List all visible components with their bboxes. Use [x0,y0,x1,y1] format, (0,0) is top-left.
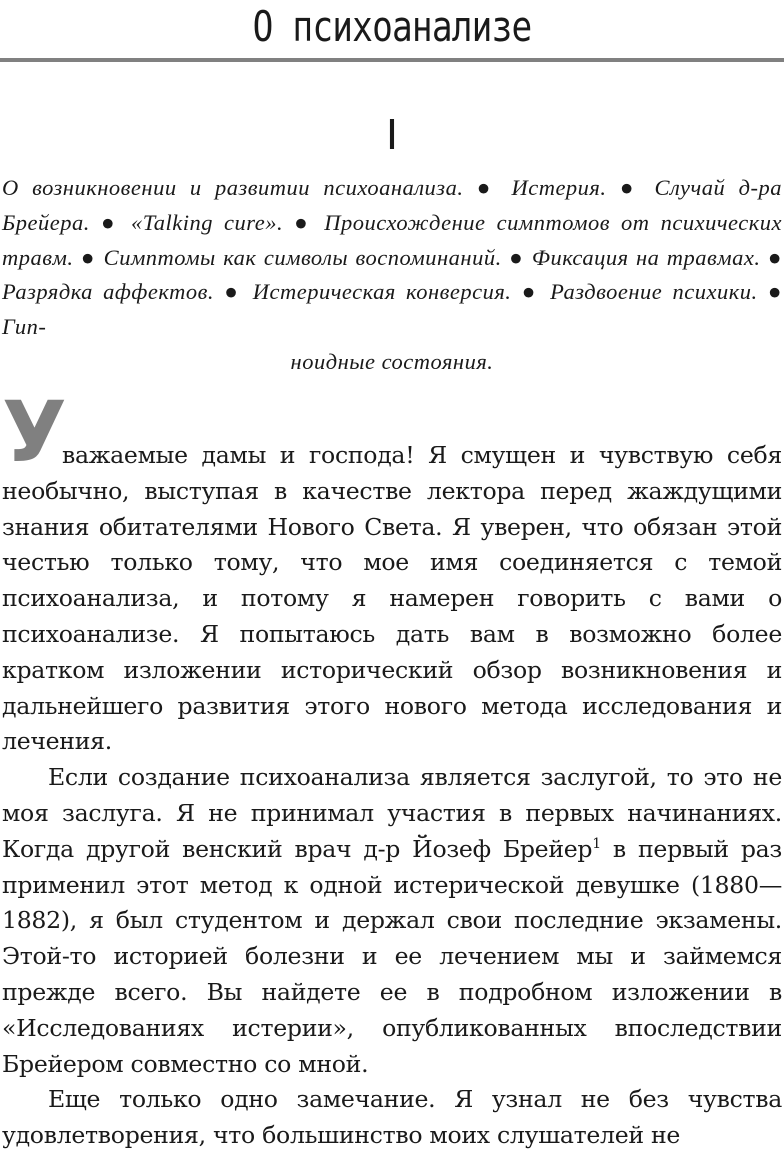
paragraph-3: Еще только одно замечание. Я узнал не без чувства удовлетворения, что большинство моих слушателей не [2,1085,782,1150]
paragraph-2 [2,760,782,1082]
paragraph-1-first-line: важаемые дамы и господа! Я смущен и чувствую себя [62,441,782,469]
abstract-text: О возникновении и развитии психоанализа. ● Истерия. ● Случай д-ра Брейера. ● «Talking cure». ● Происхождение симптомов от психических травм. ● Симптомы как символы воспоминаний. ● Фиксация на травмах. ● Разрядка аффектов. ● Истерическая конверсия. ● Раздвоение психики. ● Гип- [2,175,782,340]
page-title: О психоанализе [252,2,532,51]
paragraph-2-text-a: Если создание психоанализа является заслугой, то это не моя заслуга. Я не принимал участия в первых начинаниях. Когда другой венский врач д-р Йозеф Брейер [2,763,782,863]
drop-cap: У [2,383,67,481]
body-text [2,438,782,1154]
footnote-marker[interactable]: 1 [592,835,601,852]
title-divider [0,58,784,62]
abstract-last-line: ноидные состояния. [290,348,494,374]
chapter-abstract [2,171,782,380]
chapter-number: I [385,110,399,159]
paragraph-2-text-b: в первый раз применил этот метод к одной истерической девушке (1880—1882), я был студентом и держал свои последние экзамены. Этой-то историей болезни и ее лечением мы и займемся прежде всего. Вы найдете ее в подробном изложении в «Исследованиях истерии», опубликованных впоследствии Брейером совместно со мной. [2,834,782,1078]
paragraph-1-text: необычно, выступая в качестве лектора перед жаждущими знания обитателями Нового Света. Я уверен, что обязан этой честью только тому, что мое имя соединяется с темой психоанализа, и потому я намерен говорить с вами о психоанализе. Я попытаюсь дать вам в возможно более кратком изложении исторический обзор возникновения и дальнейшего развития этого нового метода исследования и лечения. [2,476,782,756]
paragraph-1 [2,438,782,760]
